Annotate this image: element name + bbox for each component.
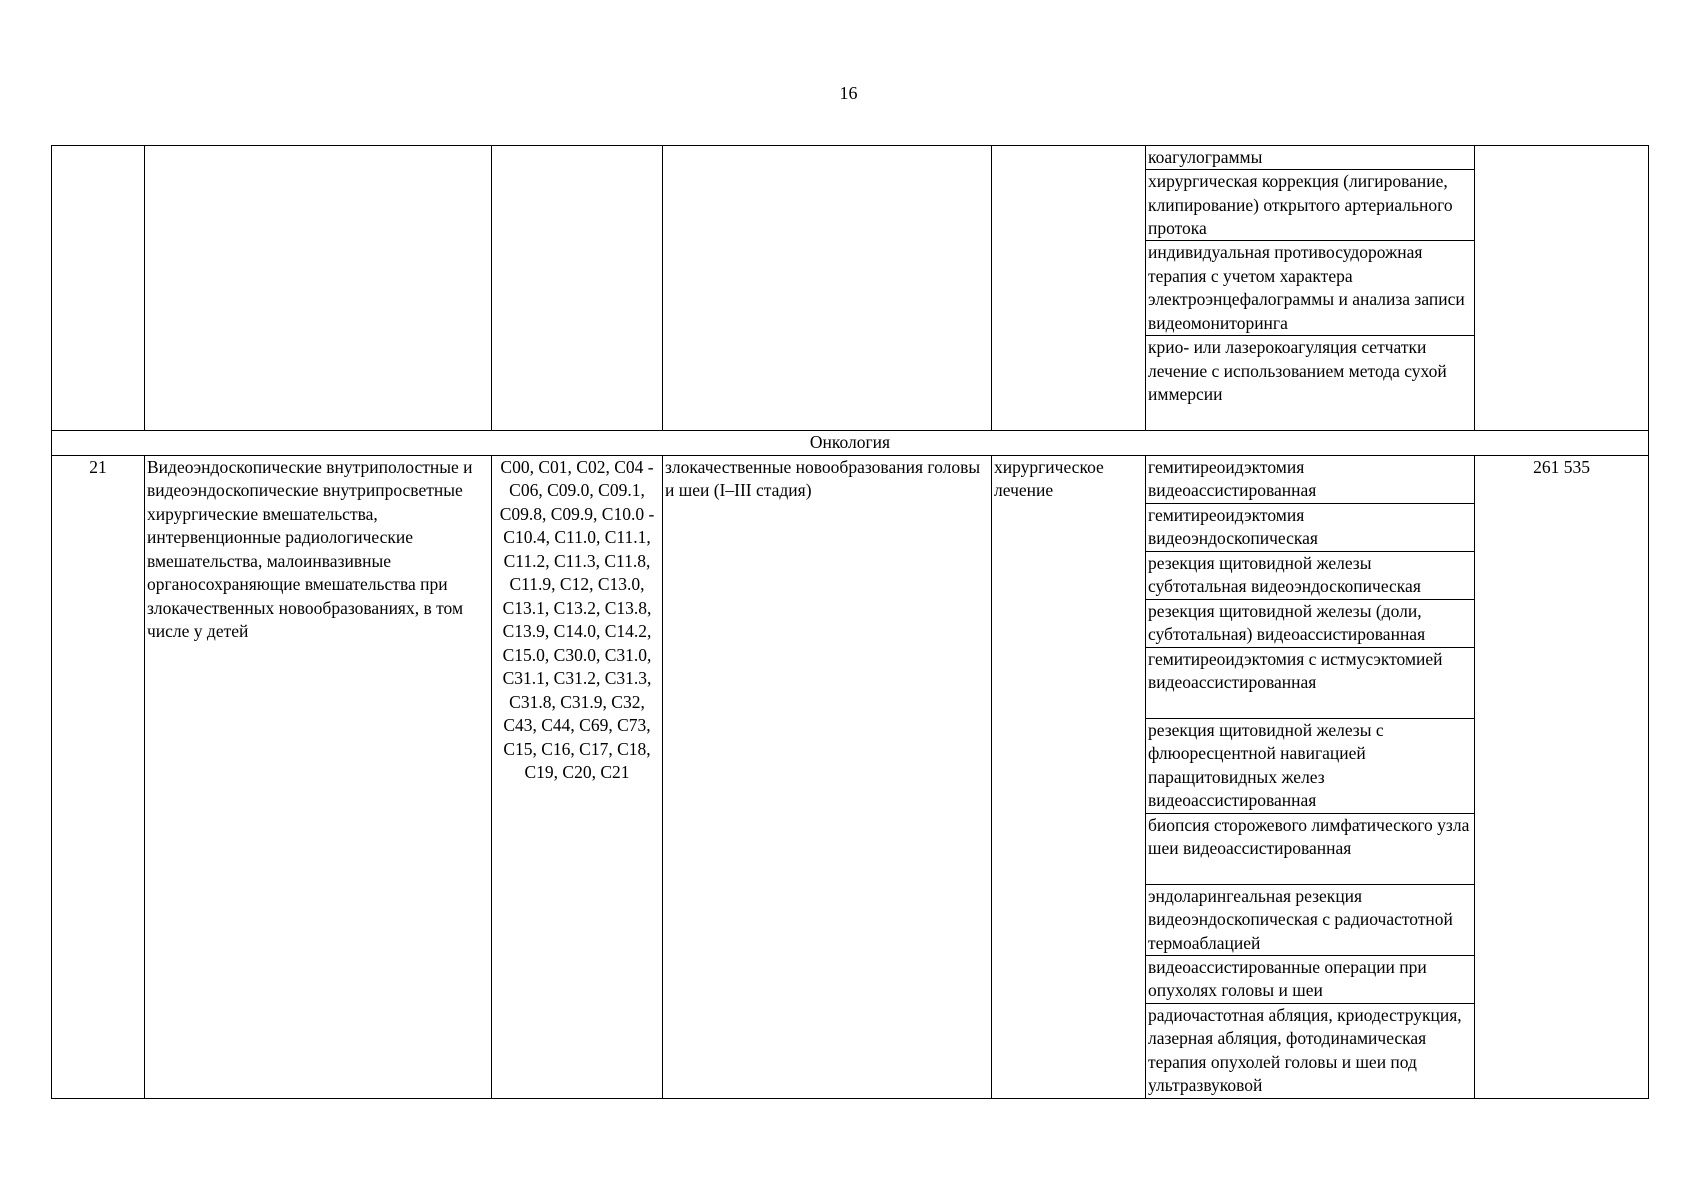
- care-type: Видеоэндоскопические внутриполостные и видеоэндоскопические внутрипросветные хирургические вмешательства, интервенционные радиологические вмешательства, малоинвазивные органосохраняющие вмешательства при злокачественных новообразованиях, в том числе у детей: [145, 455, 492, 1098]
- method-item: резекция щитовидной железы субтотальная видеоэндоскопическая: [1146, 551, 1474, 599]
- cell-empty-number: [52, 146, 145, 431]
- method-item: гемитиреоидэктомия видеоэндоскопическая: [1146, 503, 1474, 551]
- row-number: 21: [52, 455, 145, 1098]
- table-row: [52, 455, 1649, 1098]
- method-item: хирургическая коррекция (лигирование, клипирование) открытого артериального протока: [1146, 169, 1474, 240]
- treatment-type: хирургическое лечение: [992, 455, 1146, 1098]
- cell-empty-codes: [492, 146, 663, 431]
- page-number: 16: [839, 83, 858, 103]
- method-item: крио- или лазерокоагуляция сетчатки лечение с использованием метода сухой иммерсии: [1146, 335, 1474, 430]
- method-item: радиочастотная абляция, криодеструкция, лазерная абляция, фотодинамическая терапия опухолей головы и шеи под ультразвуковой: [1146, 1003, 1474, 1098]
- cell-empty-diagnosis: [663, 146, 992, 431]
- method-item: гемитиреоидэктомия видеоассистированная: [1148, 456, 1317, 500]
- continuation-methods-cell: [1146, 146, 1475, 431]
- cell-empty-type: [145, 146, 492, 431]
- cell-empty-treatment: [992, 146, 1146, 431]
- method-item: индивидуальная противосудорожная терапия с учетом характера электроэнцефалограммы и анализа записи видеомониторинга: [1146, 240, 1474, 335]
- method-item: гемитиреоидэктомия с истмусэктомией видеоассистированная: [1146, 647, 1474, 718]
- method-item: биопсия сторожевого лимфатического узла шеи видеоассистированная: [1146, 813, 1474, 884]
- method-item: резекция щитовидной железы (доли, субтотальная) видеоассистированная: [1146, 599, 1474, 647]
- cell-empty-cost: [1475, 146, 1649, 431]
- method-item: видеоассистированные операции при опухолях головы и шеи: [1146, 955, 1474, 1003]
- method-item: эндоларингеальная резекция видеоэндоскопическая с радиочастотной термоаблацией: [1146, 884, 1474, 955]
- icd-codes: C00, C01, C02, C04 - C06, C09.0, C09.1, C09.8, C09.9, C10.0 - C10.4, C11.0, C11.1, C11.2, C11.3, C11.8, C11.9, C12, C13.0, C13.1, C13.2, C13.8, C13.9, C14.0, C14.2, C15.0, C30.0, C31.0, C31.1, C31.2, C31.3, C31.8, C31.9, C32, C43, C44, C69, C73, C15, C16, C17, C18, C19, C20, C21: [492, 455, 663, 1098]
- method-item: коагулограммы: [1148, 147, 1263, 167]
- treatment-methods-cell: [1146, 455, 1475, 1098]
- section-header-row: [52, 431, 1649, 456]
- diagnosis: злокачественные новообразования головы и шеи (I–III стадия): [663, 455, 992, 1098]
- method-item: резекция щитовидной железы с флюоресцентной навигацией паращитовидных желез видеоассистированная: [1146, 718, 1474, 813]
- cost-value: 261 535: [1475, 455, 1649, 1098]
- continuation-row: [52, 146, 1649, 431]
- section-title: Онкология: [52, 431, 1649, 456]
- care-types-table: [51, 145, 1649, 1099]
